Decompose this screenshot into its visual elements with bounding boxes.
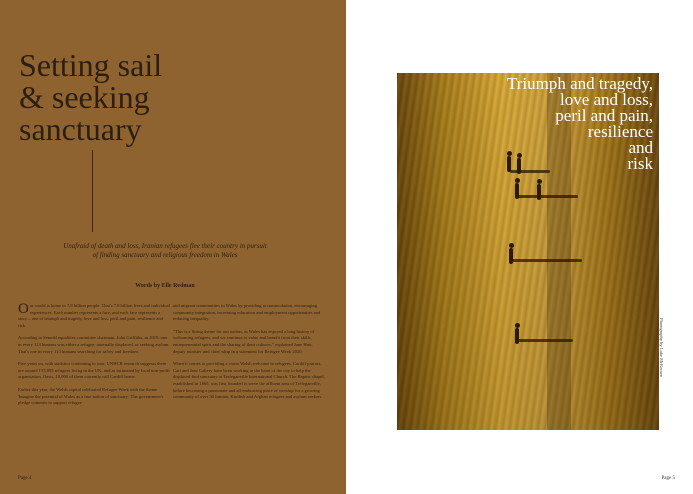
- headline-line: love and loss,: [559, 90, 653, 109]
- photo-headline: [507, 76, 653, 172]
- text-column-2: [173, 303, 325, 407]
- byline: Words by Elle Redman: [135, 283, 195, 289]
- paragraph: When it comes to providing a warm Welsh welcome to refugees, Cardiff pastors, Carl and Jane Cakery have been working in the heart of the city to help the displaced find sanctuary at Trefeganville International Church. The Baptist chapel, established in 1865, was first founded to serve the affluent area of Trefeganville, before becoming a passionate and all-embracing place of worship for a growing community of over 30 Iranian, Kurdish and Afghan refugees and asylum seekers.: [173, 361, 325, 400]
- paragraph: According to Senedd equalities committee chairman, John Griffiths, in 2019, one in every 113 humans was either a refugee, internally displaced, or seeking asylum. That's one in every 113 humans searching for safety and freedom.: [18, 335, 170, 354]
- article-title: [19, 47, 163, 148]
- title-line: & seeking: [19, 79, 150, 116]
- paragraph: Five years on, with statistics continuing to soar, UNHCR research suggests there are around 155,095 refugees living in the UK, and as estimated by local non-profit organisation, Oasis, 10,000 of them currently call Cardiff home.: [18, 361, 170, 380]
- right-page: [346, 0, 693, 494]
- divider-line: [92, 150, 93, 232]
- text-column-1: [18, 303, 170, 413]
- headline-line: Triumph and tragedy,: [506, 74, 653, 93]
- title-line: sanctuary: [19, 111, 142, 148]
- paragraph: and migrant communities in Wales by providing accommodation, encouraging community integration, increasing education and employment opportunities and reducing inequality.: [173, 303, 321, 322]
- headline-line: peril and pain,: [555, 106, 653, 125]
- page-number-left: Page 4: [18, 476, 32, 481]
- drop-cap: O: [18, 301, 29, 317]
- headline-line: resilience: [587, 122, 653, 141]
- paragraph: "This is a fitting theme for our nation, as Wales has enjoyed a long history of welcoming refugees, and we continue to value and benefit from their skills, entrepreneurial spirit and the sharing of their cultures," explained Jane Hutt, deputy minister and chief whip in a statement for Refugee Week 2020.: [173, 328, 315, 354]
- photo-credit: Photography by Luke McKeown: [659, 318, 664, 378]
- standfirst: Unafraid of death and loss, Iranian refugees flee their country in pursuit of finding sanctuary and religious freedom in Wales: [63, 242, 267, 259]
- paragraph: Our world is home to 7.8 billion people. That's 7.8 billion lives and individual experiences. Each number represents a face, and each face represents a story – one of triumph and tragedy, love and loss, peril and pain, resilience and risk.: [18, 301, 170, 328]
- left-page: [0, 0, 346, 494]
- headline-line: risk: [627, 154, 653, 173]
- page-number-right: Page 5: [661, 476, 675, 481]
- paragraph: Earlier this year, the Welsh capital celebrated Refugee Week with the theme 'Imagine the potential of Wales as a true nation of sanctuary.' The government's pledge commits to support refugee: [18, 386, 164, 406]
- headline-line: and: [628, 138, 653, 157]
- title-line: Setting sail: [19, 47, 163, 84]
- beach-photo: [397, 73, 659, 430]
